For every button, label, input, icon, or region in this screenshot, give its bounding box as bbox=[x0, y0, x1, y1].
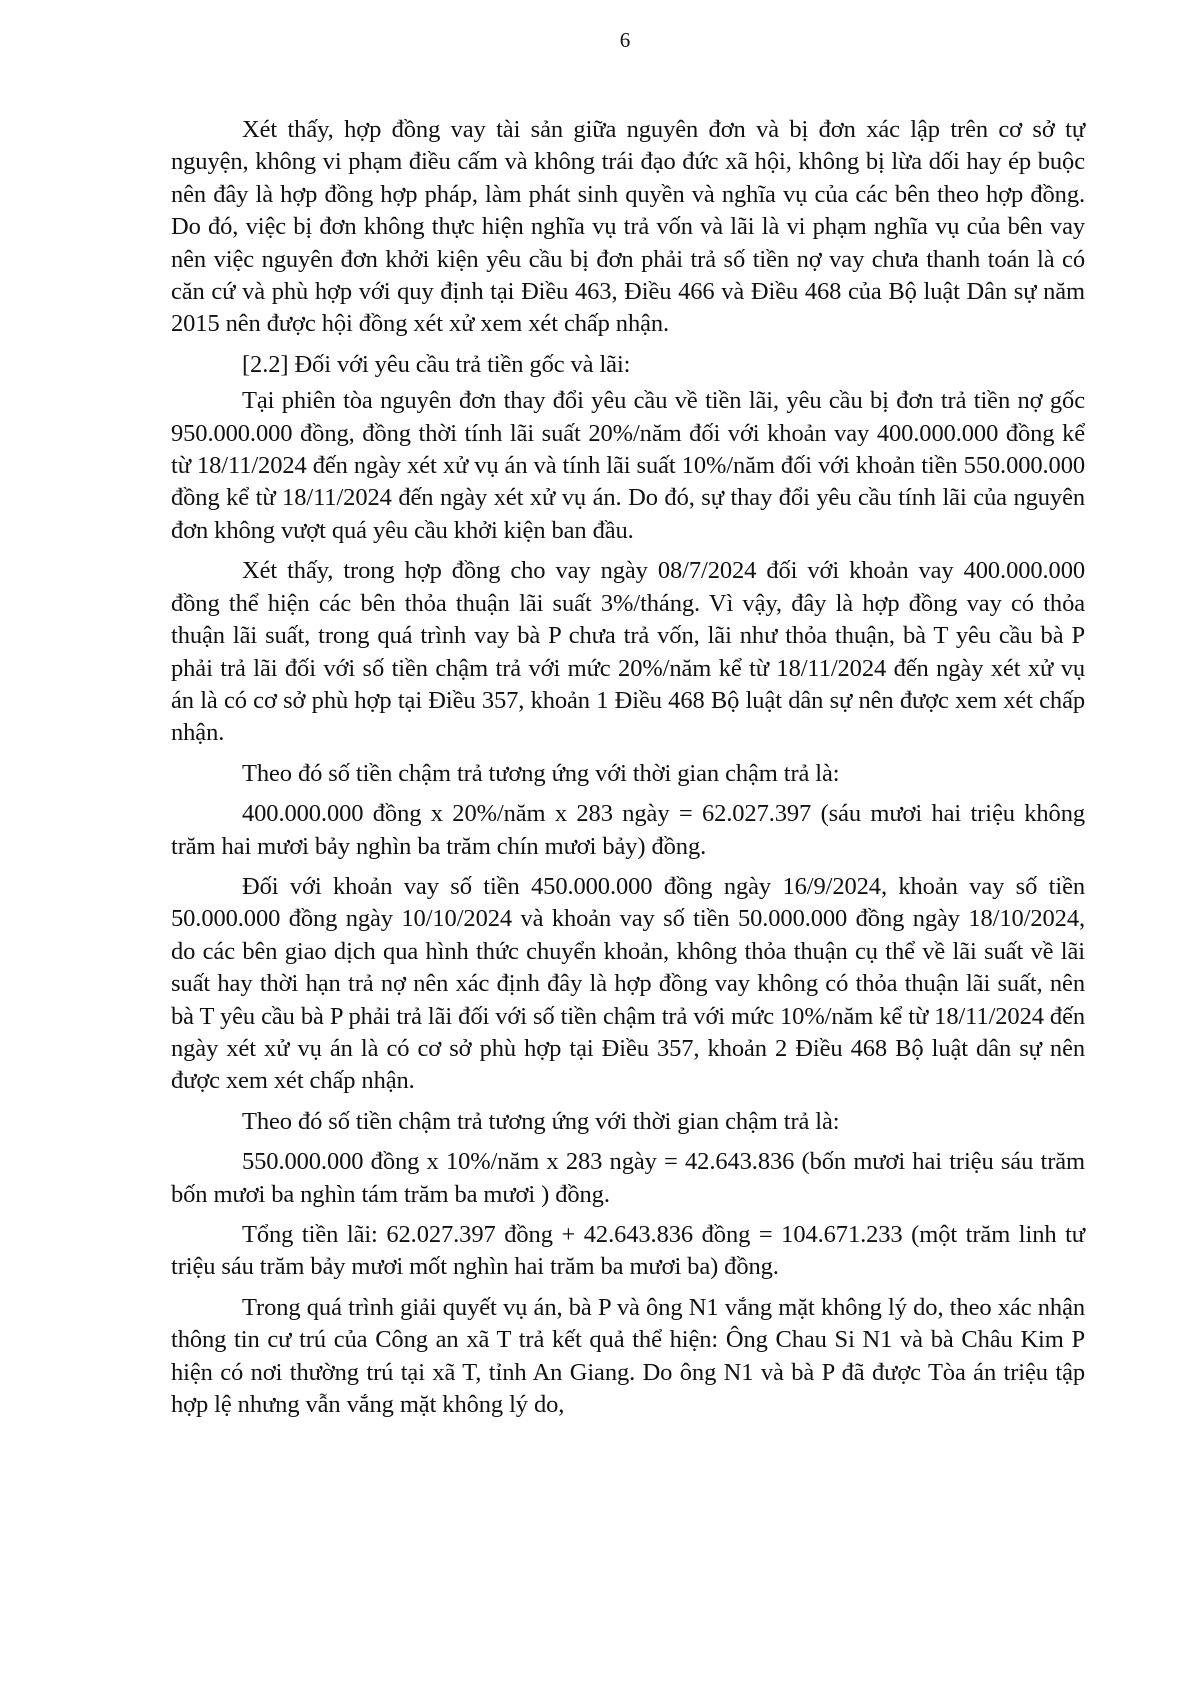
paragraph-other-loans-assessment: Đối với khoản vay số tiền 450.000.000 đồng ngày 16/9/2024, khoản vay số tiền 50.000.000 đồng ngày 10/10/2024 và khoản vay số tiền 50.000.000 đồng ngày 18/10/2024, do các bên giao dịch qua hình thức chuyển khoản, không thỏa thuận cụ thể về lãi suất về lãi suất hay thời hạn trả nợ nên xác định đây là hợp đồng vay không có thỏa thuận lãi suất, nên bà T yêu cầu bà P phải trả lãi đối với số tiền chậm trả với mức 10%/năm kể từ 18/11/2024 đến ngày xét xử vụ án là có cơ sở phù hợp tại Điều 357, khoản 2 Điều 468 Bộ luật dân sự nên được xem xét chấp nhận. bbox=[171, 872, 1085, 1095]
document-body bbox=[171, 114, 1085, 1429]
paragraph-loan-400m-assessment: Xét thấy, trong hợp đồng cho vay ngày 08/7/2024 đối với khoản vay 400.000.000 đồng thể hiện các bên thỏa thuận lãi suất 3%/tháng. Vì vậy, đây là hợp đồng vay có thỏa thuận lãi suất, trong quá trình vay bà P chưa trả vốn, lãi như thỏa thuận, bà T yêu cầu bà P phải trả lãi đối với số tiền chậm trả với mức 20%/năm kể từ 18/11/2024 đến ngày xét xử vụ án là có cơ sở phù hợp tại Điều 357, khoản 1 Điều 468 Bộ luật dân sự nên được xem xét chấp nhận. bbox=[171, 557, 1085, 747]
paragraph-contract-validity: Xét thấy, hợp đồng vay tài sản giữa nguyên đơn và bị đơn xác lập trên cơ sở tự nguyện, không vi phạm điều cấm và không trái đạo đức xã hội, không bị lừa dối hay ép buộc nên đây là hợp đồng hợp pháp, làm phát sinh quyền và nghĩa vụ của các bên theo hợp đồng. Do đó, việc bị đơn không thực hiện nghĩa vụ trả vốn và lãi là vi phạm nghĩa vụ của bên vay nên việc nguyên đơn khởi kiện yêu cầu bị đơn phải trả số tiền nợ vay chưa thanh toán là có căn cứ và phù hợp với quy định tại Điều 463, Điều 466 và Điều 468 của Bộ luật Dân sự năm 2015 nên được hội đồng xét xử xem xét chấp nhận. bbox=[171, 116, 1085, 338]
paragraph-total-interest: Tổng tiền lãi: 62.027.397 đồng + 42.643.836 đồng = 104.671.233 (một trăm linh tư triệu sáu trăm bảy mươi mốt nghìn hai trăm ba mươi ba) đồng. bbox=[171, 1221, 1085, 1281]
paragraph-interest-calculation-2: 550.000.000 đồng x 10%/năm x 283 ngày = 42.643.836 (bốn mươi hai triệu sáu trăm bốn mươi ba nghìn tám trăm ba mươi ) đồng. bbox=[171, 1148, 1085, 1208]
paragraph-late-payment-intro-2: Theo đó số tiền chậm trả tương ứng với thời gian chậm trả là: bbox=[242, 1107, 840, 1135]
section-heading-2-2: [2.2] Đối với yêu cầu trả tiền gốc và lãi: bbox=[242, 350, 631, 378]
paragraph-interest-claim-change: Tại phiên tòa nguyên đơn thay đổi yêu cầu về tiền lãi, yêu cầu bị đơn trả tiền nợ gốc 950.000.000 đồng, đồng thời tính lãi suất 20%/năm đối với khoản vay 400.000.000 đồng kể từ 18/11/2024 đến ngày xét xử vụ án và tính lãi suất 10%/năm đối với khoản tiền 550.000.000 đồng kể từ 18/11/2024 đến ngày xét xử vụ án. Do đó, sự thay đổi yêu cầu tính lãi của nguyên đơn không vượt quá yêu cầu khởi kiện ban đầu. bbox=[171, 387, 1085, 544]
paragraph-interest-calculation-1: 400.000.000 đồng x 20%/năm x 283 ngày = 62.027.397 (sáu mươi hai triệu không trăm hai mươi bảy nghìn ba trăm chín mươi bảy) đồng. bbox=[171, 800, 1085, 860]
paragraph-late-payment-intro-1: Theo đó số tiền chậm trả tương ứng với thời gian chậm trả là: bbox=[242, 759, 840, 787]
paragraph-absence-of-defendants: Trong quá trình giải quyết vụ án, bà P và ông N1 vắng mặt không lý do, theo xác nhận thông tin cư trú của Công an xã T trả kết quả thể hiện: Ông Chau Si N1 và bà Châu Kim P hiện có nơi thường trú tại xã T, tỉnh An Giang. Do ông N1 và bà P đã được Tòa án triệu tập hợp lệ nhưng vẫn vắng mặt không lý do, bbox=[171, 1293, 1085, 1419]
page-number: 6 bbox=[619, 28, 631, 52]
